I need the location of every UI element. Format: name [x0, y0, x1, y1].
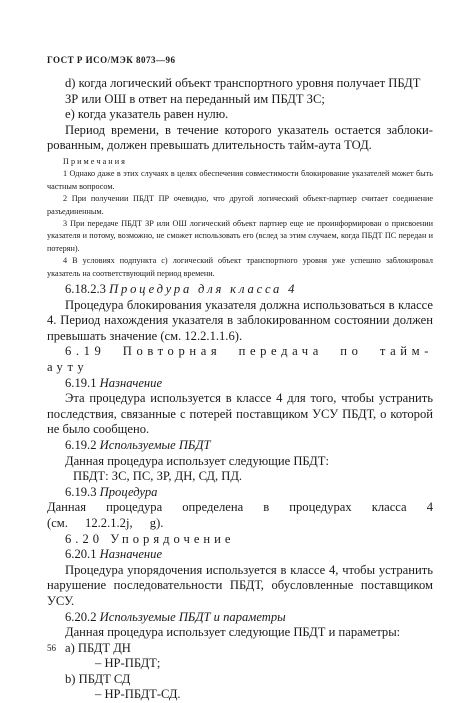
- section-6-19-2-list: ПБДТ: ЗС, ПС, ЗР, ДН, СД, ПД.: [73, 469, 243, 484]
- note-4: 4 В условиях подпункта c) логический объект транспортного уровня уже успешно заблокировал указатель на соответствующий период времени.: [47, 256, 433, 278]
- list-item-b-sub: – НР-ПБДТ-СД.: [95, 687, 181, 702]
- section-title: Назначение: [99, 375, 163, 390]
- list-item-b: b) ПБДТ СД: [65, 671, 131, 686]
- section-heading-6-20: 6.20 Упорядочение: [65, 531, 235, 546]
- section-6-20-2-text: Данная процедура использует следующие ПБДТ и параметры:: [65, 625, 401, 640]
- section-heading-6-20-2: [47, 610, 433, 626]
- section-6-19-1-text: Эта процедура используется в классе 4 для того, чтобы устранить последствия, связанные с потерей поставщиком УСУ ПБДТ, о которой не было сообщено.: [47, 391, 433, 437]
- section-number: 6.19.3: [65, 484, 97, 499]
- section-title: Назначение: [99, 547, 163, 562]
- section-number: 6.18.2.3: [65, 282, 106, 297]
- section-title: Используемые ПБДТ и параметры: [99, 609, 286, 624]
- note-2: 2 При получении ПБДТ ПР очевидно, что другой логический объект-партнер считает соединение разъединенным.: [47, 194, 433, 216]
- note-1: 1 Однако даже в этих случаях в целях обеспечения совместимости блокирование указателей может быть частным вопросом.: [47, 169, 433, 191]
- notes-title: П р и м е ч а н и я: [63, 156, 125, 166]
- section-number: 6.19.2: [65, 437, 97, 452]
- item-d-line1: d) когда логический объект транспортного уровня получает ПБДТ: [65, 76, 421, 90]
- section-heading-6-20-1: [47, 547, 433, 563]
- section-6-20-1-text: Процедура упорядочения используется в классе 4, чтобы устранить нарушение последовательности ПБДТ, обусловленные поставщиком УСУ.: [47, 562, 433, 608]
- item-d-line2: ЗР или ОШ в ответ на переданный им ПБДТ ЗС;: [65, 91, 325, 106]
- section-heading-6-18-2-3: [47, 282, 433, 298]
- section-heading-6-19-2: [47, 438, 433, 454]
- section-title: Процедура для класса 4: [109, 282, 298, 297]
- paragraph-period: Период времени, в течение которого указатель остается заблокированным, должен превышать длительность тайм-аута ТОД.: [47, 122, 433, 153]
- section-number: 6.20.1: [65, 547, 97, 562]
- list-item-a-sub: – НР-ПБДТ;: [95, 656, 161, 671]
- section-title: Процедура: [99, 484, 158, 499]
- page-body: [47, 76, 433, 703]
- section-6-19-2-text: Данная процедура использует следующие ПБДТ:: [65, 453, 329, 468]
- section-6-18-2-3-text: Процедура блокирования указателя должна использоваться в классе 4. Период нахождения указателя в заблокированном состоянии должен превышать значение (см. 12.2.1.1.6).: [47, 297, 433, 343]
- page-number: 56: [47, 643, 56, 653]
- section-heading-6-19-1: [47, 376, 433, 392]
- document-header: ГОСТ Р ИСО/МЭК 8073—96: [47, 55, 176, 65]
- section-number: 6.19.1: [65, 375, 97, 390]
- note-3: 3 При передаче ПБДТ ЗР или ОШ логический объект партнер еще не проинформирован о присвоении указателя и потому, возможно, не сможет использовать его (вслед за этим случаем, когда ПБДТ ПС передан и потерян).: [47, 219, 433, 253]
- section-title: Используемые ПБДТ: [99, 437, 211, 452]
- item-e: e) когда указатель равен нулю.: [65, 107, 229, 122]
- section-number: 6.20.2: [65, 609, 97, 624]
- section-6-19-3-text: Данная процедура определена в процедурах класса 4 (см. 12.2.1.2j, g).: [47, 500, 433, 530]
- section-heading-6-19: 6.19 Повторная передача по тайм-ауту: [47, 344, 433, 374]
- list-item-a: a) ПБДТ ДН: [65, 640, 131, 655]
- section-heading-6-19-3: [47, 485, 433, 501]
